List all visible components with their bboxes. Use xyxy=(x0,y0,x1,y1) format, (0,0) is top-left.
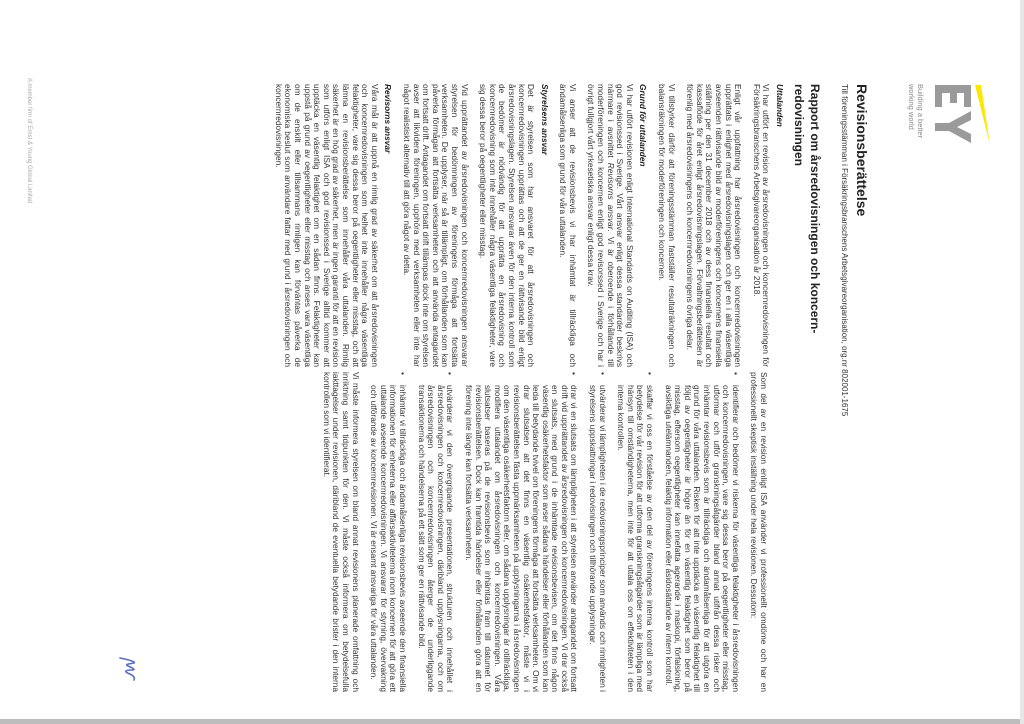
bullet-icon: • xyxy=(445,372,456,375)
scan-edge-right xyxy=(1020,0,1024,724)
section-heading-uttalanden: Uttalanden xyxy=(775,84,785,127)
list-item xyxy=(416,372,454,692)
list-item-text: identifierar och bedömer vi riskerna för väsentliga felaktigheter i årsredovisningen och koncernredovisningen, vare sig dessa beror på oegentligheter eller misstag, utformar och utför granskningsåtgärder bland annat utifrån dessa risker och inhämtar revisionsbevis som är tillräckliga och ändamålsenliga för att utgöra en grund för våra uttalanden. Risken för att inte upptäcka en väsentlig felaktighet till följd av oegentligheter är högre än för en väsentlig felaktighet som beror på misstag, eftersom oegentligheter kan innefatta agerande i maskopi, förfalskning, avsiktliga utelämnanden, felaktig information eller åsidosättande av intern kontroll. xyxy=(663,385,741,692)
list-item-text: utvärderar vi lämpligheten i de redovisningsprinciper som används och rimligheten i styrelsens uppskattningar i redovisningen och tillhörande upplysningar. xyxy=(588,385,608,692)
paragraph: Det är styrelsen som har ansvaret för att årsredovisningen och koncernredovisningen upprättas och att de ger en rättvisande bild enligt årsredovisningslagen. Styrelsen ansvarar även för den interna kontroll som de bedömer är nödvändig för att upprätta en årsredovisning och koncernredovisning som inte innehåller några väsentliga felaktigheter, vare sig dessa beror på oegentligheter eller misstag. xyxy=(478,84,537,367)
right-column xyxy=(312,372,768,692)
list-item xyxy=(463,372,578,692)
list-item-text: inhämtar vi tillräckliga och ändamålsenliga revisionsbevis avseende den finansiella informationen för enheterna eller affärsaktiviteterna inom koncernen för att göra ett uttalande avseende koncernredovisningen. Vi ansvarar för styrning, övervakning och utförande av koncernrevisionen. Vi är ensamt ansvariga för våra uttalanden. xyxy=(369,385,408,692)
paragraph: Vi tillstyrker därför att föreningsstämman fastställer resultaträkningen och balansräkningen för moderföreningen och koncernen. xyxy=(657,84,677,367)
left-column xyxy=(264,84,784,367)
list-item xyxy=(616,372,654,692)
ey-logo-letters xyxy=(935,85,971,143)
footer-text: A member firm of Ernst & Young Global Limited xyxy=(26,78,32,204)
paragraph: Vi måste informera styrelsen om bland annat revisionens planerade omfattning och inriktning samt tidpunkten för den. Vi måste också informera om betydelsefulla iakttagelser under revisionen, däribland de eventuella betydande brister i den interna kontrollen som vi identifierat. xyxy=(321,372,361,692)
list-item xyxy=(663,372,740,692)
paragraph: Våra mål är att uppnå en rimlig grad av säkerhet om att årsredovisningen och koncernredovisningen som helhet inte innehåller några väsentliga felaktigheter, vare sig dessa beror på oegentligheter eller misstag, och att lämna en revisionsberättelse som innehåller våra uttalanden. Rimlig säkerhet är en hög grad av säkerhet, men är ingen garanti för att en revision som utförs enligt ISA och god revisionssed i Sverige alltid kommer att upptäcka en väsentlig felaktighet om en sådan finns. Felaktigheter kan uppstå på grund av oegentligheter eller misstag och anses vara väsentliga om de enskilt eller tillsammans rimligen kan förväntas påverka de ekonomiska beslut som användare fattar med grund i årsredovisningen och koncernredovisningen. xyxy=(273,84,380,367)
text: . Vi är oberoende i förhållande till moderföreningen och koncernen enligt god revisorssed i Sverige och har i övrigt fullgjort vårt yrkesetiska ansvar enligt dessa krav. xyxy=(586,84,616,367)
paragraph: Enligt vår uppfattning har årsredovisningen och koncernredovisningen upprättats i enlighet med årsredovisningslagen och ger en i alla väsentliga avseenden rättvisande bild av moderföreningens och koncernens finansiella ställning per den 31 december 2018 och av dess finansiella resultat och kassaflöde för året enligt årsredovisningslagen. Förvaltningsberättelsen är förenlig med årsredovisningens och koncernredovisningens övriga delar. xyxy=(685,84,744,367)
paragraph: Vi har utfört en revision av årsredovisningen och koncernredovisningen för Försäkringsbranschens Arbetsgivareorganisation år 2018. xyxy=(751,84,772,367)
ey-logo-slash xyxy=(975,85,990,145)
text: Vi har utfört revisionen enligt International Standards on Auditing (ISA) och god revisionssed i Sverige. Vårt ansvar enligt dessa standarder beskrivs närmare i avsnittet xyxy=(605,84,635,367)
ey-tagline xyxy=(907,84,924,138)
scan-edge-bottom xyxy=(0,719,1024,724)
list-item-text: drar vi en slutsats om lämpligheten i att styrelsen använder antagandet om fortsatt drift vid upprättandet av årsredovisningen och koncernredovisningen. Vi drar också en slutsats, med grund i de inhämtade revisionsbevisen, om det finns någon väsentlig osäkerhetsfaktor som avser sådana händelser eller förhållanden som kan leda till betydande tvivel om föreningens förmåga att fortsätta verksamheten. Om vi drar slutsatsen att det finns en väsentlig osäkerhetsfaktor, måste vi i revisionsberättelsen fästa uppmärksamheten på upplysningarna i årsredovisningen om den väsentliga osäkerhetsfaktorn eller, om sådana upplysningar är otillräckliga, modifiera uttalandet om årsredovisningen och koncernredovisningen. Våra slutsatser baseras på de revisionsbevis som inhämtas fram till datumet för revisionsberättelsen. Dock kan framtida händelser eller förhållanden göra att en förening inte längre kan fortsätta verksamheten. xyxy=(463,385,580,692)
signature-initials xyxy=(116,655,140,685)
report-heading: Rapport om årsredovisningen och koncern-redovisningen xyxy=(792,84,822,334)
paragraph: Vid upprättandet av årsredovisningen och koncernredovisningen ansvarar styrelsen för bedömningen av föreningens förmåga att fortsätta verksamheten. De upplyser, när så är tillämpligt, om förhållanden som kan påverka förmågan att fortsätta verksamheten och att använda antagandet om fortsatt drift. Antagandet om fortsatt drift tillämpas dock inte om styrelsen avser att likvidera föreningen, upphöra med verksamheten eller inte har något realistiskt alternativ till att göra något av detta. xyxy=(402,84,470,367)
paragraph: Som del av en revision enligt ISA använder vi professionellt omdöme och har en professionellt skeptisk inställning under hela revisionen. Dessutom: xyxy=(749,372,769,692)
tagline-line-2: working world xyxy=(907,84,917,130)
bullet-icon: • xyxy=(645,372,656,375)
bullet-icon: • xyxy=(398,372,408,375)
paragraph: Vi anser att de revisionsbevis vi har inhämtat är tillräckliga och ändamålsenliga som grund för våra uttalanden. xyxy=(558,84,578,367)
bullet-icon: • xyxy=(597,372,608,375)
bullet-icon: • xyxy=(730,372,741,375)
list-item xyxy=(369,372,407,692)
section-heading-revisorn: Revisorns ansvar xyxy=(383,84,394,154)
list-item-text: utvärderar vi den övergripande presentationen, strukturen och innehållet i årsredovisningen och koncernredovisningen, däribland upplysningarna, och om årsredovisningen och koncernredovisningen återger de underliggande transaktionerna och händelserna på ett sätt som ger en rättvisande bild. xyxy=(416,385,456,692)
paragraph xyxy=(586,84,634,367)
bullet-list xyxy=(369,372,740,692)
section-heading-styrelsen: Styrelsens ansvar xyxy=(539,84,550,156)
list-item-text: skaffar vi oss en förståelse av den del av föreningens interna kontroll som har betydelse för vår revision för att utforma granskningsåtgärder som är lämpliga med hänsyn till omständigheterna, men inte för att uttala oss om effektiviteten i den interna kontrollen. xyxy=(616,385,656,692)
tagline-line-1: Building a better xyxy=(916,84,925,139)
document-subtitle: Till föreningsstämman i Försäkringsbranschens Arbetsgivareorganisation, org.nr 802001-1675 xyxy=(840,84,849,417)
section-reference: Revisorns ansvar xyxy=(605,162,616,230)
list-item xyxy=(588,372,607,692)
section-heading-grund: Grund för uttalanden xyxy=(638,84,649,167)
document-title: Revisionsberättelse xyxy=(854,84,870,217)
bullet-icon: • xyxy=(569,372,580,375)
